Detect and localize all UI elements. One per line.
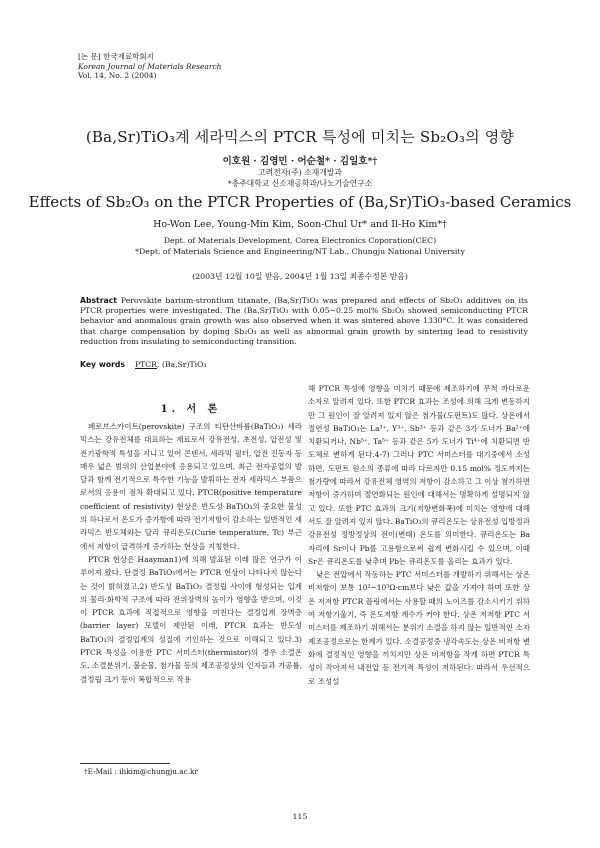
keyword-basr: , (Ba,Sr)TiO₃ — [156, 360, 207, 369]
section-heading-introduction: 1. 서 론 — [160, 404, 222, 415]
authors-english: Ho-Won Lee, Young-Min Kim, Soon-Chul Ur* and Il-Ho Kim*† — [153, 219, 447, 230]
body-paragraph: 낮은 전압에서 작동하는 PTC 서미스터를 개발하기 위해서는 상온 비저항이 보통 10²~10³Ω·cm보다 낮은 값을 가져야 하며 또한 상온 저저항 PTCR 플링에서는 사용할 때의 노이즈를 감소시키기 위하여 저항기울기, 즉 온도저항 계수가 커야 한다. 상온 저저항 PTC 서미스터를 제조하기 위해서는 분위기 소결을 하지 않는 일반적인 소자 제조공정으로는 한계가 있다. 소결공정중 냉각속도는 상온 비저항 변화에 결정적인 영향을 끼치지만 상온 비저항을 작게 하면 PTCR 특성이 작아져서 내전압 등 전기적 특성이 저하된다. 따라서 우선적으로 조성설 — [308, 570, 530, 686]
authors-korean: 이호원 · 김영민 · 어순철* · 김일호*† — [222, 156, 378, 167]
journal-name-ko: [논 문] 한국재료학회지 — [78, 52, 154, 61]
journal-volume: Vol. 14, No. 2 (2004) — [78, 71, 157, 80]
journal-name-en: Korean Journal of Materials Research — [78, 61, 222, 71]
abstract — [80, 296, 528, 347]
affiliations-english — [0, 236, 600, 257]
received-dates: (2003년 12월 10일 받음, 2004년 1월 13일 최종수정본 받음) — [192, 272, 408, 281]
keywords-label: Key words — [80, 360, 125, 369]
affiliation-ko-2: *충주대학교 신소재공학과/나노기술연구소 — [227, 178, 373, 188]
affiliation-en-2: *Dept. of Materials Science and Engineering/NT Lab., Chungju National University — [135, 246, 465, 256]
affiliation-en-1: Dept. of Materials Development, Corea Electronics Coporation(CEC) — [163, 236, 437, 245]
affiliations-korean — [0, 168, 600, 189]
body-paragraph: 페로브스카이트(perovskite) 구조의 티탄산바륨(BaTiO₃) 세라믹스는 강유전체를 대표하는 재료로서 강유전성, 초전성, 압전성 및 전기광학적 특성을 지니고 있어 콘덴서, 세라믹 필터, 압전 진동자 등 매우 넓은 범위의 산업분야에 응용되고 있으며, 최근 전자공업의 발달과 함께 전기적으로 특수한 기능을 발휘하는 전자 세라믹스 부품으로서의 응용이 점차 확대되고 있다. PTCR(positive temperature coefficient of resistivity) 현상은 반도성 BaTiO₃의 중요한 물성의 하나로서 온도가 증가함에 따라 전기저항이 감소하는 일반적인 세라믹스 반도체와는 달리 큐리온도(Curie temperature, Tc) 부근에서 저항이 급격하게 증가하는 현상을 지칭한다. — [80, 422, 302, 551]
body-paragraph: 해 PTCR 특성에 영향을 미치기 때문에 제조하기에 무척 까다로운 소자로 알려져 있다. 또한 PTCR 효과는 조성에 의해 크게 변동하지만 그 원인이 잘 알려져 있지 않은 첨가물(도펀트)도 많다. 상온에서 절연성 BaTiO₃는 La³⁺, Y³⁺, Sb³⁺ 등과 같은 3가 도너가 Ba²⁺에 치환되거나, Nb⁵⁺, Ta⁵⁺ 등과 같은 5가 도너가 Ti⁴⁺에 치환되면 반도체로 변하게 된다.4-7) 그러나 PTC 서미스터를 대기중에서 소성하면, 도펀트 원소의 종류에 따라 다르지만 0.15 mol% 정도까지는 첨가량에 따라서 강유전체 영역의 저항이 감소하고 그 이상 첨가하면 저항이 증가하며 절연화되는 원인에 대해서는 명확하게 설명되지 않고 있다. 또한 PTC 효과의 크기(저항변화폭)에 미치는 영향에 대해서도 잘 알려져 있지 않다. BaTiO₃의 큐리온도는 상유전성 입방정과 강유전성 정방정상의 전이(변태) 온도를 의미한다. 큐리온도는 Ba 자리에 Sr이나 Pb를 고용함으로써 쉽게 변화시킬 수 있으며, 이때 Sr은 큐리온도를 낮추며 Pb는 큐리온도를 올리는 효과가 있다. — [308, 384, 530, 566]
abstract-text: Perovskite barium-strontium titanate, (Ba,Sr)TiO₃ was prepared and effects of Sb₂O₃ additives on its PTCR properties were investigated. The (Ba,Sr)TiO₃ with 0.05~0.25 mol% Sb₂O₃ showed semiconducting PTCR behavior and anomalous grain growth was also observed when it was sintered above 1330°C. It was considered that charge compensation by doping Sb₂O₃ as well as abnormal grain growth by sintering lead to resistivity reduction from insulating to semiconducting transition. — [80, 296, 528, 346]
abstract-label: Abstract — [80, 296, 117, 305]
footnote-email: †E-Mail : ihkim@chungju.ac.kr — [84, 767, 198, 776]
body-paragraph: PTCR 현상은 Haayman1)에 의해 발표된 이래 많은 연구가 이루어져 왔다. 단결정 BaTiO₃에서는 PTCR 현상이 나타나지 않는다는 것이 밝혀졌고,2) 반도성 BaTiO₃ 결정립 사이에 형성되는 입계의 물리·화학적 구조에 따라 전위장벽의 높이가 영향을 받으며, 이것이 PTCR 효과에 직접적으로 영향을 미친다는 결정입계 장벽층(barrier layer) 모델이 제안된 이래, PTCR 효과는 반도성 BaTiO₃의 결정입계의 성질에 기인하는 것으로 이해되고 있다.3) PTCR 특성을 이용한 PTC 서미스터(thermistor)의 경우 소결온도, 소결분위기, 불순물, 첨가물 등의 제조공정상의 인자들과 기공률, 결정립 크기 등이 복합적으로 작용 — [80, 554, 302, 684]
title-korean: (Ba,Sr)TiO₃계 세라믹스의 PTCR 특성에 미치는 Sb₂O₃의 영향 — [85, 128, 515, 146]
keywords — [80, 360, 206, 369]
body-column-right — [308, 382, 530, 688]
page-number: 115 — [292, 812, 308, 821]
journal-header — [78, 52, 221, 81]
keyword-ptcr: PTCR — [134, 360, 157, 369]
affiliation-ko-1: 고려전자(주) 소재개발과 — [258, 168, 342, 177]
body-column-left — [80, 420, 302, 686]
title-english: Effects of Sb₂O₃ on the PTCR Properties of (Ba,Sr)TiO₃-based Ceramics — [28, 193, 572, 211]
footnote-divider — [80, 763, 170, 764]
